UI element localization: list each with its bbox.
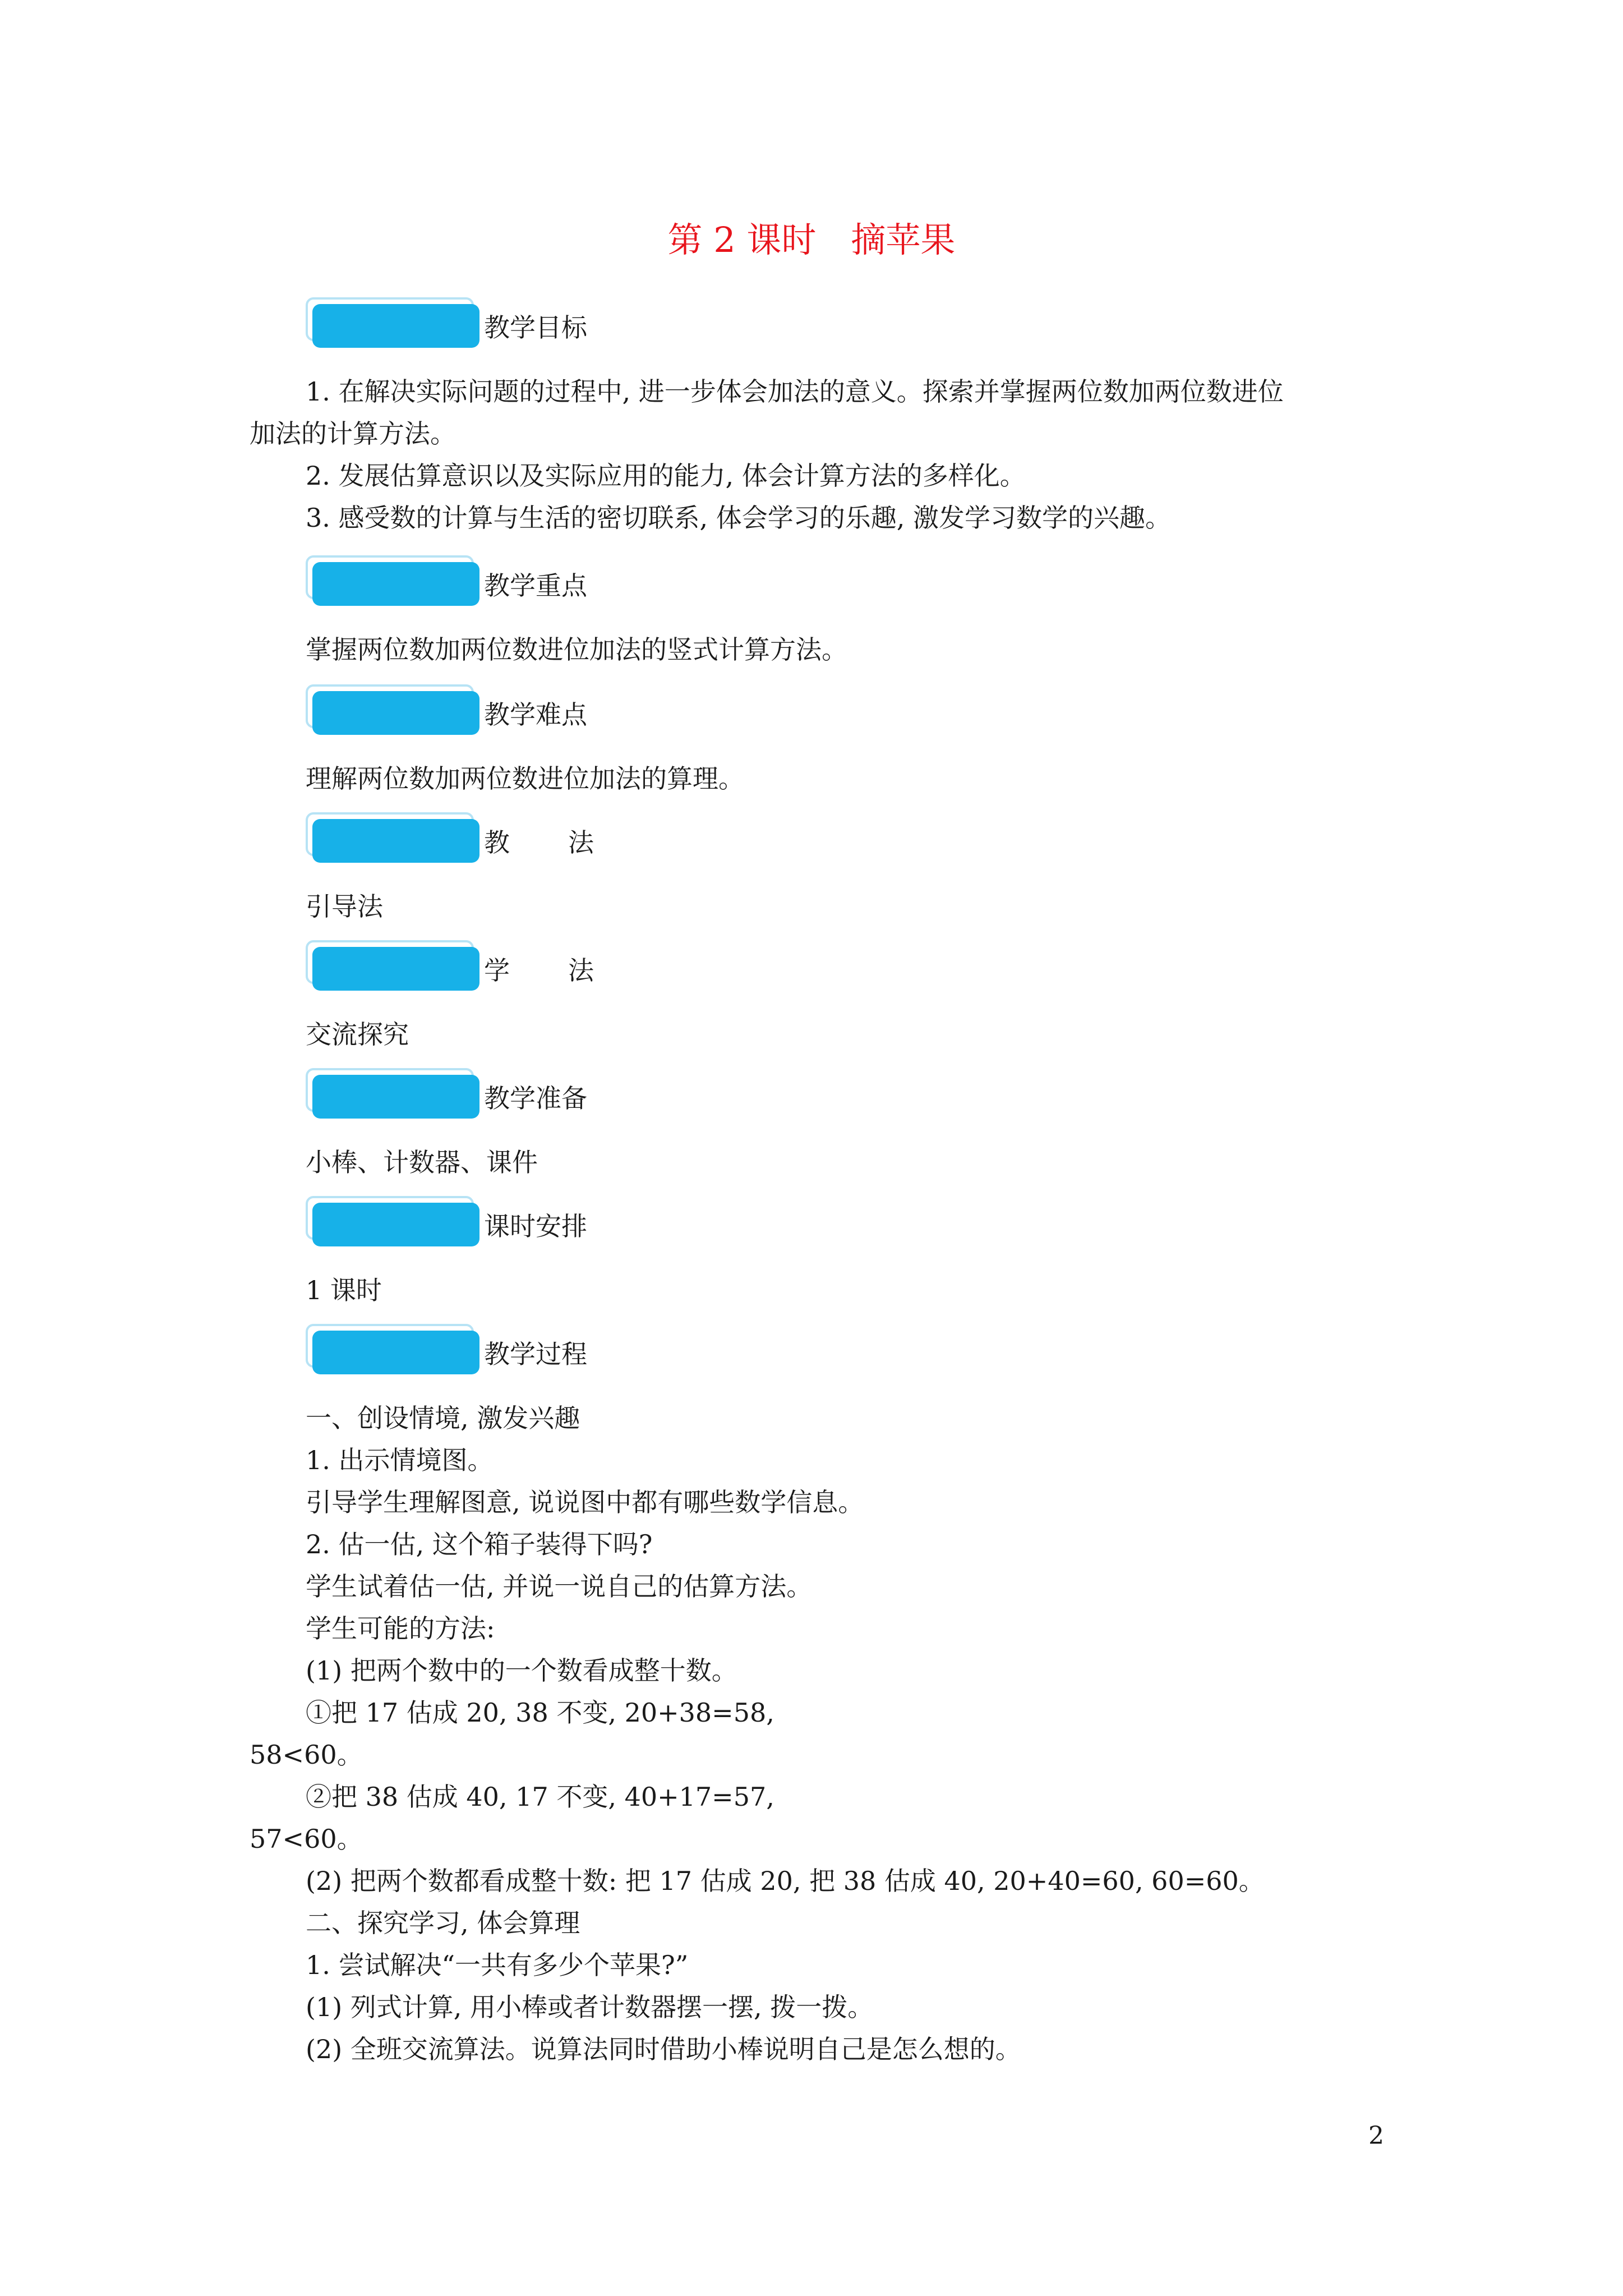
section-badge	[306, 555, 479, 606]
lesson-title	[0, 218, 1623, 263]
teaching-method-text: 引导法	[306, 891, 383, 922]
process-line: (1) 把两个数中的一个数看成整十数。	[306, 1655, 737, 1686]
section-badge	[306, 1324, 479, 1374]
process-line: 1. 尝试解决“一共有多少个苹果?”	[306, 1950, 689, 1980]
process-line: 2. 估一估, 这个箱子装得下吗?	[306, 1529, 653, 1559]
section-label: 教学难点	[484, 700, 587, 730]
process-line: (2) 全班交流算法。说算法同时借助小棒说明自己是怎么想的。	[306, 2034, 1021, 2064]
lesson-number: 第 2 课时	[667, 219, 817, 260]
section-badge	[306, 684, 479, 735]
preparation-text: 小棒、计数器、课件	[306, 1147, 538, 1177]
schedule-text: 1 课时	[306, 1275, 382, 1305]
section-badge	[306, 940, 479, 991]
section-label: 教学准备	[484, 1083, 587, 1114]
process-line: ②把 38 估成 40, 17 不变, 40+17=57,	[306, 1782, 774, 1812]
process-line: (2) 把两个数都看成整十数: 把 17 估成 20, 把 38 估成 40, 20+40=60, 60=60。	[306, 1866, 1265, 1896]
process-line: 一、创设情境, 激发兴趣	[306, 1403, 580, 1433]
section-label: 教学目标	[484, 312, 587, 343]
section-label: 教 法	[484, 827, 594, 858]
section-label: 学 法	[484, 955, 594, 986]
objective-line: 加法的计算方法。	[250, 418, 456, 449]
objective-line: 3. 感受数的计算与生活的密切联系, 体会学习的乐趣, 激发学习数学的兴趣。	[306, 503, 1171, 533]
process-line: 学生试着估一估, 并说一说自己的估算方法。	[306, 1571, 813, 1602]
process-line: 1. 出示情境图。	[306, 1445, 494, 1475]
process-line: 58<60。	[250, 1740, 363, 1770]
page-number: 2	[1368, 2122, 1384, 2150]
objective-line: 2. 发展估算意识以及实际应用的能力, 体会计算方法的多样化。	[306, 461, 1026, 491]
section-label: 教学过程	[484, 1339, 587, 1369]
section-badge	[306, 1068, 479, 1119]
process-line: 学生可能的方法:	[306, 1613, 495, 1644]
lesson-name: 摘苹果	[851, 219, 956, 260]
process-line: 二、探究学习, 体会算理	[306, 1908, 580, 1938]
objective-line: 1. 在解决实际问题的过程中, 进一步体会加法的意义。探索并掌握两位数加两位数进位	[306, 376, 1284, 407]
section-badge	[306, 812, 479, 863]
process-line: 引导学生理解图意, 说说图中都有哪些数学信息。	[306, 1487, 864, 1517]
key-point-text: 掌握两位数加两位数进位加法的竖式计算方法。	[306, 634, 847, 665]
section-label: 课时安排	[484, 1211, 587, 1241]
section-badge	[306, 1196, 479, 1246]
section-label: 教学重点	[484, 570, 587, 601]
process-line: (1) 列式计算, 用小棒或者计数器摆一摆, 拨一拨。	[306, 1992, 874, 2022]
section-badge	[306, 297, 479, 348]
learning-method-text: 交流探究	[306, 1019, 409, 1050]
process-line: ①把 17 估成 20, 38 不变, 20+38=58,	[306, 1697, 774, 1728]
difficulty-text: 理解两位数加两位数进位加法的算理。	[306, 763, 744, 794]
process-line: 57<60。	[250, 1824, 363, 1854]
